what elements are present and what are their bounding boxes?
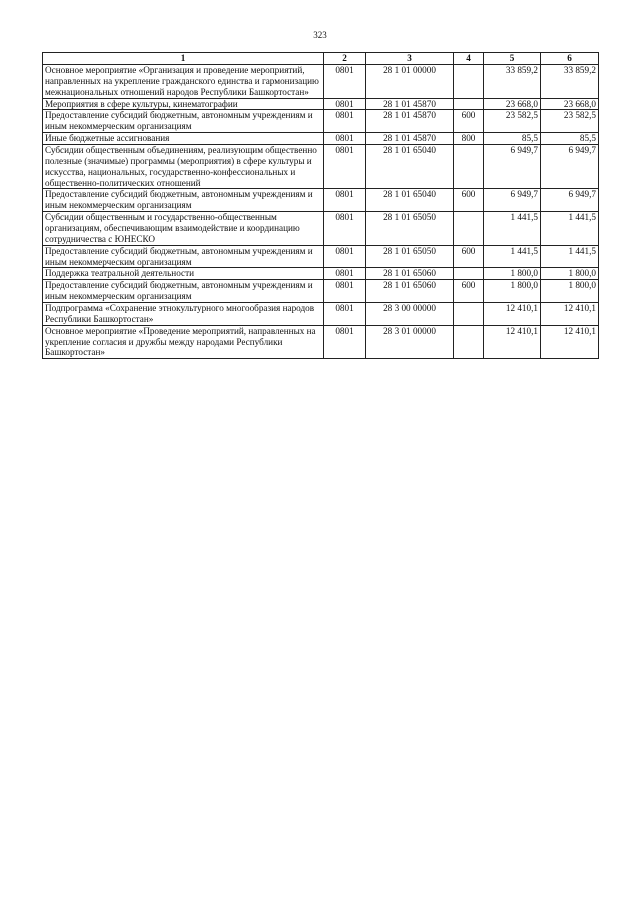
row-code-cell: 28 3 01 00000: [366, 325, 454, 359]
table-row: [43, 280, 599, 303]
row-section-cell: 0801: [324, 133, 366, 145]
row-section-cell: 0801: [324, 212, 366, 246]
row-code-cell: 28 1 01 65060: [366, 268, 454, 280]
row-name-cell: Субсидии общественным и государственно-общественным организациям, обеспечивающим взаимодействие и координацию сотрудничества с ЮНЕСКО: [43, 212, 324, 246]
row-code-cell: 28 1 01 45870: [366, 133, 454, 145]
row-value2-cell: 33 859,2: [541, 65, 599, 99]
row-section-cell: 0801: [324, 245, 366, 268]
row-value1-cell: 6 949,7: [484, 189, 541, 212]
row-value2-cell: 85,5: [541, 133, 599, 145]
column-header: 2: [324, 53, 366, 65]
row-name-cell: Иные бюджетные ассигнования: [43, 133, 324, 145]
column-header: 1: [43, 53, 324, 65]
row-value2-cell: 1 800,0: [541, 268, 599, 280]
row-section-cell: 0801: [324, 325, 366, 359]
row-section-cell: 0801: [324, 268, 366, 280]
row-value1-cell: 1 800,0: [484, 268, 541, 280]
row-value1-cell: 1 441,5: [484, 245, 541, 268]
page-number: 323: [313, 30, 327, 40]
row-type-cell: [454, 303, 484, 326]
table-row: [43, 245, 599, 268]
table-row: [43, 268, 599, 280]
row-value1-cell: 85,5: [484, 133, 541, 145]
row-value1-cell: 1 800,0: [484, 280, 541, 303]
row-value1-cell: 23 582,5: [484, 110, 541, 133]
table-row: [43, 133, 599, 145]
row-value2-cell: 23 668,0: [541, 98, 599, 110]
row-name-cell: Предоставление субсидий бюджетным, автономным учреждениям и иным некоммерческим организациям: [43, 110, 324, 133]
table-row: [43, 212, 599, 246]
row-name-cell: Подпрограмма «Сохранение этнокультурного многообразия народов Республики Башкортостан»: [43, 303, 324, 326]
row-section-cell: 0801: [324, 280, 366, 303]
row-type-cell: [454, 65, 484, 99]
row-code-cell: 28 1 01 45870: [366, 98, 454, 110]
row-code-cell: 28 1 01 65060: [366, 280, 454, 303]
row-value2-cell: 1 800,0: [541, 280, 599, 303]
row-section-cell: 0801: [324, 110, 366, 133]
budget-table: [42, 52, 599, 359]
row-section-cell: 0801: [324, 303, 366, 326]
table-header-row: [43, 53, 599, 65]
column-header: 6: [541, 53, 599, 65]
row-section-cell: 0801: [324, 145, 366, 189]
row-code-cell: 28 1 01 45870: [366, 110, 454, 133]
row-name-cell: Основное мероприятие «Организация и проведение мероприятий, направленных на укрепление гражданского единства и гармонизацию межнациональных отношений народов Республики Башкортостан»: [43, 65, 324, 99]
row-code-cell: 28 1 01 65050: [366, 212, 454, 246]
row-value1-cell: 12 410,1: [484, 325, 541, 359]
row-value1-cell: 12 410,1: [484, 303, 541, 326]
row-type-cell: [454, 212, 484, 246]
row-type-cell: [454, 145, 484, 189]
table-row: [43, 110, 599, 133]
table-row: [43, 145, 599, 189]
column-header: 3: [366, 53, 454, 65]
row-code-cell: 28 1 01 65040: [366, 145, 454, 189]
row-value2-cell: 23 582,5: [541, 110, 599, 133]
row-value1-cell: 1 441,5: [484, 212, 541, 246]
table-row: [43, 98, 599, 110]
row-code-cell: 28 1 01 00000: [366, 65, 454, 99]
row-value2-cell: 12 410,1: [541, 325, 599, 359]
row-code-cell: 28 1 01 65040: [366, 189, 454, 212]
row-value2-cell: 1 441,5: [541, 245, 599, 268]
table-row: [43, 325, 599, 359]
row-type-cell: 800: [454, 133, 484, 145]
row-type-cell: 600: [454, 280, 484, 303]
row-type-cell: [454, 98, 484, 110]
row-type-cell: 600: [454, 110, 484, 133]
row-value1-cell: 33 859,2: [484, 65, 541, 99]
row-name-cell: Предоставление субсидий бюджетным, автономным учреждениям и иным некоммерческим организациям: [43, 245, 324, 268]
row-type-cell: 600: [454, 245, 484, 268]
row-name-cell: Основное мероприятие «Проведение мероприятий, направленных на укрепление согласия и дружбы между народами Республики Башкортостан»: [43, 325, 324, 359]
row-value2-cell: 6 949,7: [541, 189, 599, 212]
row-value2-cell: 12 410,1: [541, 303, 599, 326]
row-name-cell: Мероприятия в сфере культуры, кинематографии: [43, 98, 324, 110]
column-header: 4: [454, 53, 484, 65]
row-type-cell: [454, 325, 484, 359]
row-section-cell: 0801: [324, 189, 366, 212]
row-code-cell: 28 3 00 00000: [366, 303, 454, 326]
table-body: [43, 65, 599, 359]
row-section-cell: 0801: [324, 65, 366, 99]
row-name-cell: Субсидии общественным объединениям, реализующим общественно полезные (значимые) программы (мероприятия) в сфере культуры и искусства, национальных, государственно-конфессиональных и общественно-политических отношений: [43, 145, 324, 189]
table-row: [43, 303, 599, 326]
table-row: [43, 189, 599, 212]
row-value1-cell: 6 949,7: [484, 145, 541, 189]
table-row: [43, 65, 599, 99]
column-header: 5: [484, 53, 541, 65]
row-value2-cell: 1 441,5: [541, 212, 599, 246]
row-name-cell: Предоставление субсидий бюджетным, автономным учреждениям и иным некоммерческим организациям: [43, 280, 324, 303]
row-value1-cell: 23 668,0: [484, 98, 541, 110]
row-section-cell: 0801: [324, 98, 366, 110]
row-type-cell: 600: [454, 189, 484, 212]
row-name-cell: Предоставление субсидий бюджетным, автономным учреждениям и иным некоммерческим организациям: [43, 189, 324, 212]
row-type-cell: [454, 268, 484, 280]
row-code-cell: 28 1 01 65050: [366, 245, 454, 268]
row-name-cell: Поддержка театральной деятельности: [43, 268, 324, 280]
row-value2-cell: 6 949,7: [541, 145, 599, 189]
